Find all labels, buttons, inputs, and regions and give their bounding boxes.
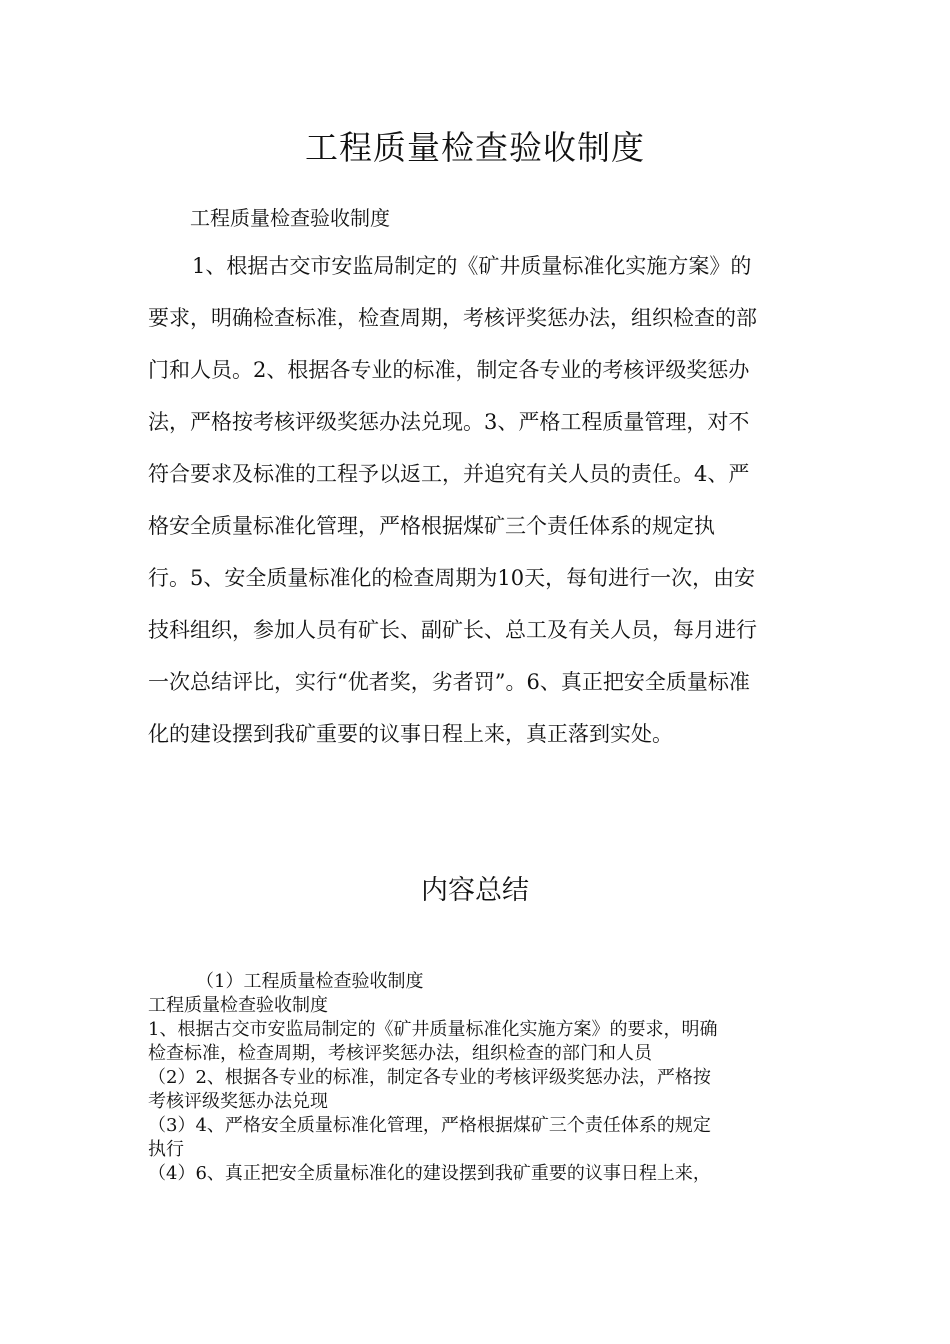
summary-line: （3）4、严格安全质量标准化管理，严格根据煤矿三个责任体系的规定 xyxy=(148,1115,711,1136)
summary-line: 考核评级奖惩办法兑现 xyxy=(148,1091,328,1112)
document-title: 工程质量检查验收制度 xyxy=(305,128,645,167)
body-line: 法，严格按考核评级奖惩办法兑现。3、严格工程质量管理，对不 xyxy=(148,410,750,434)
body-line: 格安全质量标准化管理，严格根据煤矿三个责任体系的规定执 xyxy=(148,514,715,538)
body-line: 要求，明确检查标准，检查周期，考核评奖惩办法，组织检查的部 xyxy=(148,306,757,330)
summary-line: （2）2、根据各专业的标准，制定各专业的考核评级奖惩办法，严格按 xyxy=(148,1067,711,1088)
document-subtitle: 工程质量检查验收制度 xyxy=(190,206,390,230)
summary-line: 检查标准，检查周期，考核评奖惩办法，组织检查的部门和人员 xyxy=(148,1043,652,1064)
body-line: 技科组织，参加人员有矿长、副矿长、总工及有关人员，每月进行 xyxy=(148,618,757,642)
body-line: 符合要求及标准的工程予以返工，并追究有关人员的责任。4、严 xyxy=(148,462,750,486)
summary-line: （4）6、真正把安全质量标准化的建设摆到我矿重要的议事日程上来， xyxy=(148,1163,711,1184)
document-body xyxy=(148,244,800,764)
body-line: 1、根据古交市安监局制定的《矿井质量标准化实施方案》的 xyxy=(192,254,752,278)
body-line: 门和人员。2、根据各专业的标准，制定各专业的考核评级奖惩办 xyxy=(148,358,750,382)
summary-line: 工程质量检查验收制度 xyxy=(148,995,328,1016)
body-line: 一次总结评比，实行“优者奖，劣者罚”。6、真正把安全质量标准 xyxy=(148,670,750,694)
summary-line: 执行 xyxy=(148,1139,184,1160)
summary-heading: 内容总结 xyxy=(421,875,529,906)
summary-list xyxy=(148,970,808,1186)
body-line: 化的建设摆到我矿重要的议事日程上来，真正落到实处。 xyxy=(148,722,673,746)
summary-line: （1）工程质量检查验收制度 xyxy=(196,971,424,992)
body-line: 行。5、安全质量标准化的检查周期为10天，每旬进行一次，由安 xyxy=(148,566,756,590)
summary-line: 1、根据古交市安监局制定的《矿井质量标准化实施方案》的要求，明确 xyxy=(148,1019,718,1040)
